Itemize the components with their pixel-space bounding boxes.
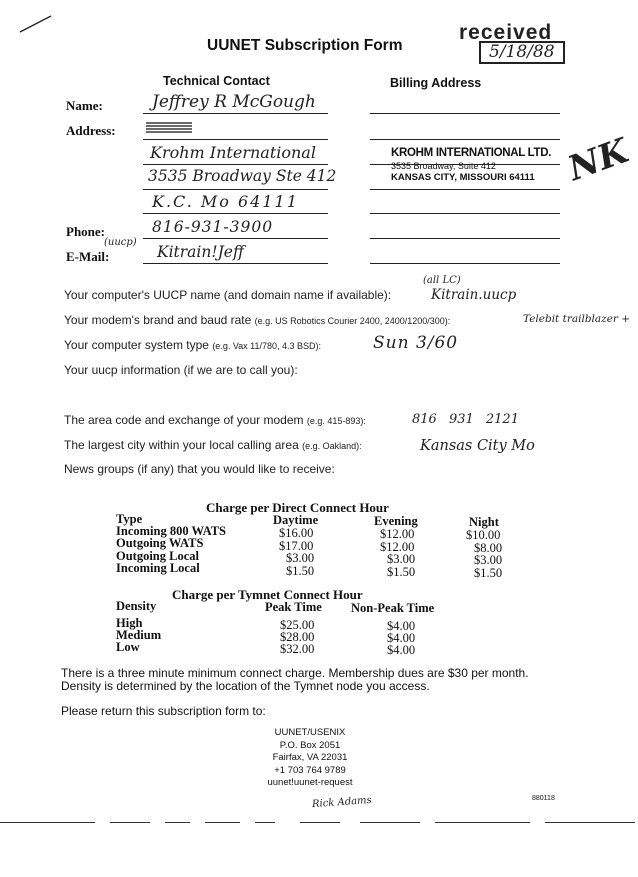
billing-line-1: [370, 113, 560, 114]
bottom-rule: [255, 822, 275, 823]
email-label: E-Mail:: [66, 249, 110, 264]
document-number: 880118: [532, 795, 555, 802]
received-stamp: [459, 21, 557, 67]
address-line-2: [143, 164, 328, 165]
tymnet-table-title: Charge per Tymnet Connect Hour: [172, 587, 363, 602]
question-largest-city: [64, 438, 362, 452]
question-hint: (e.g. Oakland):: [302, 441, 362, 451]
tymnet-row-label: Low: [116, 640, 140, 654]
answer-uucp-name[interactable]: Kitrain.uucp: [431, 287, 517, 303]
billing-stamp-line-2: 3535 Broadway, Suite 412: [391, 161, 496, 171]
tymnet-cell: $32.00: [280, 642, 315, 656]
answer-modem[interactable]: Telebit trailblazer +: [523, 313, 631, 325]
received-date: 5/18/88: [479, 41, 565, 64]
pen-mark: [18, 12, 54, 36]
direct-table-title: Charge per Direct Connect Hour: [206, 500, 389, 515]
tymnet-cell: $4.00: [387, 631, 416, 645]
phone-label: Phone:: [66, 224, 105, 239]
billing-line-2: [370, 139, 560, 140]
billing-address-heading: Billing Address: [390, 76, 482, 90]
direct-cell: $3.00: [387, 552, 416, 566]
billing-stamp-line-3: KANSAS CITY, MISSOURI 64111: [391, 172, 535, 183]
address-line: +1 703 764 9789: [274, 764, 346, 776]
direct-cell: $1.50: [286, 564, 315, 578]
direct-cell: $16.00: [279, 526, 314, 540]
direct-cell: $3.00: [286, 551, 315, 565]
direct-row-label: Incoming Local: [116, 561, 200, 575]
direct-col-night: Night: [469, 515, 499, 529]
direct-col-daytime: Daytime: [273, 513, 319, 527]
question-text: Your computer's UUCP name (and domain name if available):: [64, 288, 392, 302]
address-value-3[interactable]: K.C. Mo 64111: [152, 192, 299, 211]
billing-line-3: [370, 164, 560, 165]
page-title: UUNET Subscription Form: [207, 37, 403, 54]
question-text: News groups (if any) that you would like to receive:: [64, 462, 335, 476]
tymnet-cell: $4.00: [387, 619, 416, 633]
return-instructions: Please return this subscription form to:: [61, 704, 266, 718]
tymnet-row-label: High: [116, 616, 143, 630]
bottom-rule: [110, 822, 150, 823]
phone-line: [143, 238, 328, 239]
address-label: Address:: [66, 123, 116, 138]
billing-initials: NK: [562, 130, 634, 190]
bottom-rule: [360, 822, 420, 823]
question-hint: (e.g. US Robotics Courier 2400, 2400/1200/300):: [254, 316, 451, 326]
question-text: The largest city within your local calling area: [64, 438, 299, 452]
question-text: Your modem's brand and baud rate: [64, 313, 252, 327]
address-line: uunet!uunet-request: [267, 777, 353, 788]
direct-cell: $1.50: [474, 566, 503, 580]
billing-line-6: [370, 238, 560, 239]
billing-line-5: [370, 213, 560, 214]
address-value-2[interactable]: 3535 Broadway Ste 412: [148, 167, 337, 185]
signature: Rick Adams: [311, 794, 373, 811]
address-line-4: [143, 213, 328, 214]
address-line: Fairfax, VA 22031: [272, 752, 348, 763]
direct-cell: $10.00: [466, 528, 501, 542]
address-line-3: [143, 189, 328, 190]
billing-line-7: [370, 263, 560, 264]
tymnet-cell: $4.00: [387, 643, 416, 657]
question-hint: (e.g. Vax 11/780, 4.3 BSD):: [212, 341, 322, 351]
answer-system-type[interactable]: Sun 3/60: [373, 333, 459, 353]
tymnet-cell: $28.00: [280, 630, 315, 644]
email-prefix: (uucp): [104, 237, 137, 248]
question-text: Your computer system type: [64, 338, 209, 352]
received-stamp-word: received: [459, 21, 553, 44]
direct-row-label: Incoming 800 WATS: [116, 524, 226, 538]
direct-row-label: Outgoing Local: [116, 549, 199, 563]
tymnet-row-label: Medium: [116, 628, 162, 642]
question-news-groups: [64, 462, 335, 476]
question-hint: (e.g. 415-893):: [306, 416, 366, 426]
direct-cell: $8.00: [474, 541, 503, 555]
return-address: [240, 727, 380, 790]
name-line: [143, 113, 328, 114]
phone-value[interactable]: 816-931-3900: [152, 218, 274, 236]
billing-stamp-line-1: KROHM INTERNATIONAL LTD.: [391, 147, 552, 159]
email-value[interactable]: Kitrain!Jeff: [157, 243, 244, 261]
address-line: P.O. Box 2051: [279, 739, 341, 751]
answer-uucp-note: (all LC): [423, 275, 461, 286]
address-line: UUNET/USENIX: [274, 727, 346, 738]
bottom-rule: [300, 822, 340, 823]
bottom-rule: [435, 822, 530, 823]
bottom-rule: [165, 822, 190, 823]
direct-cell: $3.00: [474, 553, 503, 567]
direct-col-type: Type: [116, 512, 143, 526]
address-scribble: [143, 120, 195, 136]
question-text: Your uucp information (if we are to call you):: [64, 363, 298, 377]
question-uucp-info: [64, 363, 298, 377]
address-value-1[interactable]: Krohm International: [150, 143, 316, 162]
bottom-rule: [0, 822, 95, 823]
technical-contact-heading: Technical Contact: [163, 74, 270, 88]
question-area-code: [64, 413, 366, 427]
direct-row-label: Outgoing WATS: [116, 536, 204, 550]
direct-col-evening: Evening: [374, 514, 418, 528]
name-value[interactable]: Jeffrey R McGough: [152, 92, 316, 112]
answer-largest-city[interactable]: Kansas City Mo: [420, 438, 535, 454]
question-system-type: [64, 338, 321, 352]
tymnet-col-density: Density: [116, 599, 157, 613]
tymnet-col-peak: Peak Time: [265, 600, 322, 614]
name-label: Name:: [66, 98, 103, 113]
billing-line-4: [370, 189, 560, 190]
direct-cell: $17.00: [279, 539, 314, 553]
answer-area-code[interactable]: 816 931 2121: [412, 412, 519, 427]
direct-cell: $12.00: [380, 527, 415, 541]
email-line: [143, 263, 328, 264]
direct-cell: $12.00: [380, 540, 415, 554]
address-line-1: [143, 139, 328, 140]
question-uucp-name: [64, 288, 391, 302]
tymnet-cell: $25.00: [280, 618, 315, 632]
tymnet-col-nonpeak: Non-Peak Time: [351, 601, 435, 615]
direct-cell: $1.50: [387, 565, 416, 579]
question-modem: [64, 313, 450, 327]
bottom-rule: [545, 822, 635, 823]
bottom-rule: [205, 822, 240, 823]
footer-note: There is a three minute minimum connect charge. Membership dues are $30 per month. Density is determined by the location of the Tymnet node you access.: [61, 666, 529, 693]
question-text: The area code and exchange of your modem: [64, 413, 304, 427]
